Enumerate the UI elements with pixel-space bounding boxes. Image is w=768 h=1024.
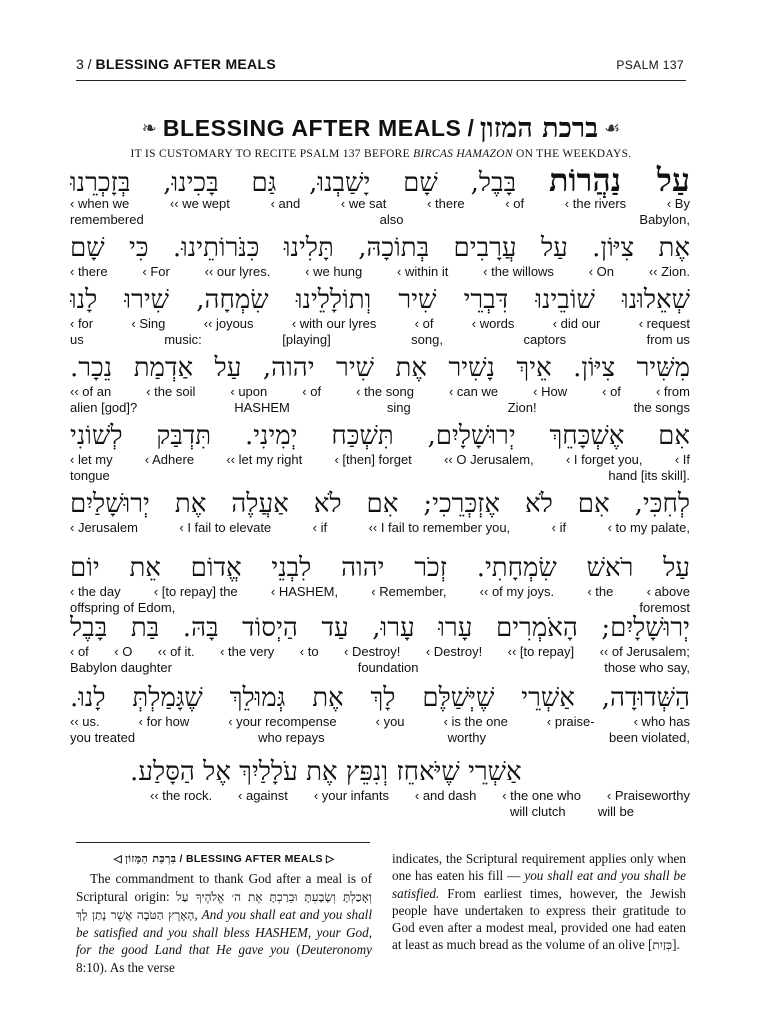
gloss-word: sing [386, 400, 411, 415]
gloss-word: ‹ of [70, 644, 89, 659]
gloss-word: ‹ when we [70, 196, 130, 211]
translation-gloss [70, 316, 690, 332]
gloss-word: will clutch [510, 804, 566, 819]
verse-line [70, 612, 690, 675]
hebrew-words: אֶת צִיּוֹן. עַל עֲרָבִים בְּתוֹכָהּ, תָּלִינוּ כִּנֹּרוֹתֵינוּ. כִּי שָׁם [70, 233, 690, 263]
hebrew-line [70, 352, 690, 386]
gloss-word: ‹ of [414, 316, 434, 331]
header-psalm: PSALM 137 [616, 58, 684, 72]
gloss-word: ‹ praise- [546, 714, 595, 729]
gloss-word: ‹ your infants [313, 788, 389, 803]
translation-gloss [70, 520, 690, 536]
title-separator: / [467, 114, 474, 141]
ornament-right-icon: ☙ [604, 117, 621, 138]
commentary-column-1 [76, 850, 372, 976]
gloss-word: ‹ with our lyres [291, 316, 377, 331]
gloss-word: ‹ the [587, 584, 614, 599]
gloss-word: ‹ [then] forget [334, 452, 412, 467]
translation-gloss-continued [70, 332, 690, 347]
gloss-word: ‹ for [70, 316, 94, 331]
gloss-word: ‹‹ Zion. [648, 264, 690, 279]
gloss-word: ‹ your recompense [228, 714, 337, 729]
verse-line [70, 682, 690, 745]
gloss-word: ‹ above [646, 584, 690, 599]
gloss-word: worthy [447, 730, 486, 745]
gloss-word: who repays [258, 730, 325, 745]
gloss-word: [playing] [282, 332, 331, 347]
gloss-word: also [379, 212, 404, 227]
ornament-left-icon: ❧ [141, 117, 157, 138]
gloss-word: ‹‹ joyous [203, 316, 254, 331]
gloss-word: ‹‹ of it. [157, 644, 195, 659]
gloss-word: the songs [633, 400, 690, 415]
gloss-word: us [70, 332, 84, 347]
hebrew-opening-words: עַל נַהֲרוֹת [548, 164, 690, 198]
gloss-word: tongue [70, 468, 110, 483]
gloss-word: Zion! [507, 400, 537, 415]
gloss-word: foremost [639, 600, 690, 615]
gloss-word: ‹ Sing [131, 316, 166, 331]
hebrew-line [70, 420, 690, 454]
gloss-word: ‹ let my [70, 452, 113, 467]
translation-gloss [70, 714, 690, 730]
gloss-word: ‹ we sat [340, 196, 387, 211]
commentary-paragraph: The commandment to thank God after a meal is of Scriptural origin: וְאָכַלְתָּ וְשָׂבָעְתָּ וּבֵרַכְתָּ אֶת ה׳ אֱלֹהֶיךָ עַל הָאָרֶץ הַטֹּבָה אֲשֶׁר נָתַן לָךְ, And you shall eat and you shall be satisfied and you shall bless HASHEM, your God, for the good Land that He gave you (Deuteronomy 8:10). As the verse [76, 871, 373, 975]
gloss-word: ‹ upon [230, 384, 268, 399]
gloss-word: ‹ Destroy! [425, 644, 483, 659]
translation-gloss [70, 644, 690, 660]
hebrew-line [70, 284, 690, 318]
verse-line [70, 284, 690, 347]
hebrew-line [70, 488, 690, 522]
gloss-word: ‹ we hung [305, 264, 363, 279]
gloss-word: ‹ Praiseworthy [606, 788, 690, 803]
gloss-word: ‹ of [302, 384, 322, 399]
gloss-word: those who say, [604, 660, 690, 675]
hebrew-line [70, 682, 690, 716]
gloss-word: song, [411, 332, 443, 347]
gloss-word: ‹ of [505, 196, 525, 211]
gloss-word: HASHEM [234, 400, 290, 415]
gloss-word: ‹‹ let my right [226, 452, 303, 467]
gloss-word: ‹ within it [397, 264, 449, 279]
translation-gloss [70, 264, 690, 280]
verse-line [70, 488, 690, 536]
gloss-word: ‹ the song [356, 384, 414, 399]
verse-line [70, 232, 690, 280]
gloss-word: from us [646, 332, 690, 347]
gloss-word: ‹ If [674, 452, 690, 467]
gloss-word: offspring of Edom, [70, 600, 176, 615]
translation-gloss-continued [70, 660, 690, 675]
commentary-column-2 [392, 850, 686, 955]
gloss-word: ‹ who has [633, 714, 690, 729]
gloss-word: Babylon, [639, 212, 690, 227]
page-number: 3 [76, 56, 84, 72]
instruction-text: IT IS CUSTOMARY TO RECITE PSALM 137 BEFORE BIRCAS HAMAZON ON THE WEEKDAYS. [130, 148, 632, 160]
gloss-word: ‹ from [655, 384, 690, 399]
gloss-word: ‹ the rivers [564, 196, 627, 211]
verse-line [70, 420, 690, 483]
gloss-word: ‹ For [142, 264, 170, 279]
gloss-word: ‹ the very [220, 644, 275, 659]
gloss-word: ‹‹ of my joys. [479, 584, 555, 599]
gloss-word: ‹ O [114, 644, 133, 659]
gloss-word: ‹ words [471, 316, 515, 331]
hebrew-line [70, 164, 690, 198]
gloss-word: ‹ of [602, 384, 621, 399]
verse-line [70, 352, 690, 415]
gloss-word: ‹‹ [to repay] [507, 644, 575, 659]
gloss-word: captors [523, 332, 567, 347]
gloss-word: ‹ the one who [502, 788, 581, 803]
translation-gloss [70, 788, 690, 804]
translation-gloss-continued [70, 804, 690, 819]
gloss-word: ‹‹ of Jerusalem; [599, 644, 690, 659]
commentary-divider [76, 842, 370, 843]
gloss-word: ‹ How [533, 384, 568, 399]
verse-line [70, 552, 690, 615]
gloss-word: ‹‹ us. [70, 714, 100, 729]
gloss-word: ‹ for how [138, 714, 190, 729]
gloss-word: alien [god]? [70, 400, 138, 415]
gloss-word: ‹ Adhere [144, 452, 195, 467]
translation-gloss [70, 584, 690, 600]
hebrew-words: מִשִּׁיר צִיּוֹן. אֵיךְ נָשִׁיר אֶת שִׁיר יהוה, עַל אַדְמַת נֵכָר. [70, 353, 690, 383]
gloss-word: Babylon daughter [70, 660, 172, 675]
translation-gloss-continued [70, 400, 690, 415]
gloss-word: ‹ By [666, 196, 690, 211]
gloss-word: ‹ request [638, 316, 690, 331]
running-header [76, 54, 686, 81]
translation-gloss-continued [70, 468, 690, 483]
verse-line [70, 756, 690, 819]
hebrew-words: אַשְׁרֵי שֶׁיֹּאחֵז וְנִפֵּץ אֶת עֹלָלַיִךְ אֶל הַסָּלַע. [130, 757, 522, 787]
gloss-word: ‹ On [588, 264, 615, 279]
gloss-word: will be [597, 804, 634, 819]
hebrew-words: לְחִכִּי, אִם לֹא אֶזְכְּרֵכִי; אִם לֹא אַעֲלֶה אֶת יְרוּשָׁלַיִם [70, 489, 690, 519]
hebrew-line [70, 552, 690, 586]
gloss-word: been violated, [609, 730, 690, 745]
gloss-word: ‹ Jerusalem [70, 520, 138, 535]
gloss-word: you treated [70, 730, 136, 745]
gloss-word: ‹ I fail to elevate [179, 520, 272, 535]
translation-gloss [70, 452, 690, 468]
gloss-word: ‹ [to repay] the [153, 584, 238, 599]
gloss-word: ‹ did our [552, 316, 601, 331]
gloss-word: ‹ against [238, 788, 288, 803]
commentary-heading: ◁ בִּרְכַּת הַמָּזוֹן / BLESSING AFTER MEALS ▷ [113, 852, 335, 865]
gloss-word: ‹ the day [70, 584, 121, 599]
title-hebrew: ברכת המזון [479, 112, 599, 144]
gloss-word: ‹‹ I fail to remember you, [368, 520, 511, 535]
gloss-word: ‹ you [375, 714, 405, 729]
gloss-word: ‹ if [551, 520, 567, 535]
gloss-word: ‹‹ we wept [169, 196, 230, 211]
gloss-word: ‹ HASHEM, [270, 584, 339, 599]
hebrew-words: עַל רֹאשׁ שִׂמְחָתִי. זְכֹר יהוה לִבְנֵי אֱדוֹם אֵת יוֹם [70, 553, 690, 583]
gloss-word: hand [its skill]. [608, 468, 690, 483]
gloss-word: ‹ the willows [483, 264, 554, 279]
hebrew-words: אִם אֶשְׁכָּחֵךְ יְרוּשָׁלָיִם, תִּשְׁכַּח יְמִינִי. תִּדְבַּק לְשׁוֹנִי [70, 421, 690, 451]
gloss-word: ‹ there [427, 196, 465, 211]
translation-gloss [70, 196, 690, 212]
header-section: BLESSING AFTER MEALS [95, 56, 276, 72]
hebrew-words: הַשְּׁדוּדָה, אַשְׁרֵי שֶׁיְּשַׁלֶּם לָךְ אֶת גְּמוּלֵךְ שֶׁגָּמַלְתְּ לָנוּ. [70, 683, 690, 713]
gloss-word: ‹ is the one [443, 714, 508, 729]
gloss-word: ‹ and dash [414, 788, 477, 803]
gloss-word: ‹‹ O Jerusalem, [444, 452, 534, 467]
hebrew-words: בָּבֶל, שָׁם יָשַׁבְנוּ, גַּם בָּכִינוּ, בְּזָכְרֵנוּ [70, 168, 549, 198]
gloss-word: ‹‹ our lyres. [204, 264, 271, 279]
gloss-word: ‹ to [299, 644, 319, 659]
page-title [76, 108, 686, 148]
translation-gloss-continued [70, 730, 690, 745]
gloss-word: ‹ to my palate, [607, 520, 690, 535]
translation-gloss-continued [70, 212, 690, 227]
gloss-word: ‹ there [70, 264, 108, 279]
hebrew-line [70, 756, 690, 790]
gloss-word: ‹ I forget you, [565, 452, 643, 467]
gloss-word: ‹ the soil [146, 384, 196, 399]
gloss-word: ‹ Destroy! [344, 644, 401, 659]
gloss-word: foundation [357, 660, 419, 675]
gloss-word: music: [164, 332, 202, 347]
gloss-word: remembered [70, 212, 144, 227]
hebrew-line [70, 232, 690, 266]
title-english: BLESSING AFTER MEALS [162, 114, 462, 141]
hebrew-words: שְׁאֵלוּנוּ שׁוֹבֵינוּ דִּבְרֵי שִׁיר וְתוֹלָלֵינוּ שִׂמְחָה, שִׁירוּ לָנוּ [70, 285, 690, 315]
gloss-word: ‹ if [312, 520, 328, 535]
translation-gloss [70, 384, 690, 400]
commentary-paragraph-continued: indicates, the Scriptural requirement applies only when one has eaten his fill — you shall eat and you shall be satisfied. From earliest times, however, the Jewish people have undertaken to express their gratitude to God even after a modest meal, provided one had eaten at least as much bread as the volume of an olive [כְּזַיִת]. [392, 851, 686, 953]
hebrew-line [70, 612, 690, 646]
gloss-word: ‹ can we [448, 384, 499, 399]
hebrew-words: יְרוּשָׁלָיִם; הָאֹמְרִים עָרוּ עָרוּ, עַד הַיְסוֹד בָּהּ. בַּת בָּבֶל [70, 613, 690, 643]
gloss-word: ‹ Remember, [371, 584, 447, 599]
gloss-word: ‹ and [270, 196, 301, 211]
gloss-word: ‹‹ the rock. [150, 788, 213, 803]
verse-line [70, 164, 690, 227]
gloss-word: ‹‹ of an [70, 384, 112, 399]
header-left: 3 / BLESSING AFTER MEALS [76, 56, 276, 72]
